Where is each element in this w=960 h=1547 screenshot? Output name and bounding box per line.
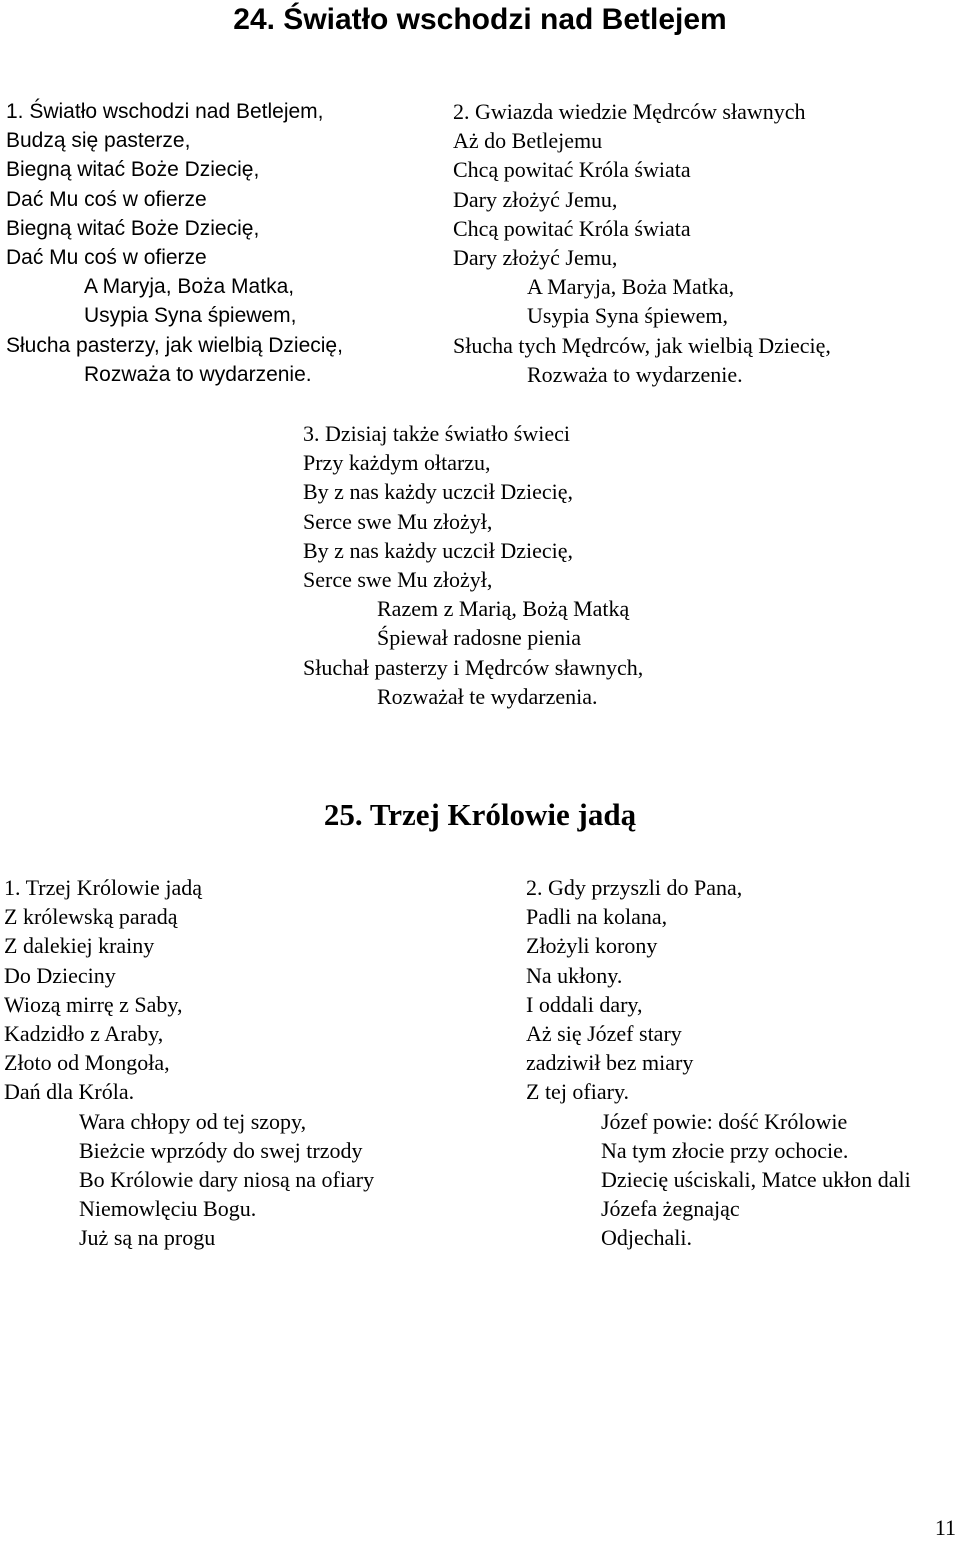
verse-line: Słucha tych Mędrców, jak wielbią Dziecię, bbox=[453, 332, 831, 358]
verse-line: Z dalekiej krainy bbox=[4, 933, 155, 959]
verse-line: 2. Gwiazda wiedzie Mędrców sławnych bbox=[453, 99, 806, 124]
verse-line: Dary złożyć Jemu, bbox=[453, 244, 618, 270]
verse-line: Chcą powitać Króla świata bbox=[453, 215, 691, 241]
verse-line: Dary złożyć Jemu, bbox=[453, 186, 618, 212]
verse-line-indented: Na tym złocie przy ochocie. bbox=[601, 1137, 849, 1163]
verse-line-indented: Śpiewał radosne pienia bbox=[377, 625, 582, 651]
verse-line: 2. Gdy przyszli do Pana, bbox=[526, 875, 743, 900]
verse-line: Do Dzieciny bbox=[4, 962, 116, 988]
verse-line: By z nas każdy uczcił Dziecię, bbox=[303, 537, 573, 563]
verse-line: Złożyli korony bbox=[526, 933, 658, 959]
verse-line: Dać Mu coś w ofierze bbox=[6, 245, 207, 269]
verse-line: zadziwił bez miary bbox=[526, 1050, 694, 1076]
verse-line-indented: Rozważa to wydarzenie. bbox=[527, 361, 743, 387]
verse-line: Aż do Betlejemu bbox=[453, 128, 603, 154]
song-24-verse-2 bbox=[453, 97, 831, 389]
verse-line-indented: Dziecię uściskali, Matce ukłon dali bbox=[601, 1166, 911, 1192]
verse-line: Padli na kolana, bbox=[526, 904, 668, 930]
verse-line: Słuchał pasterzy i Mędrców sławnych, bbox=[303, 654, 644, 680]
verse-line-indented: Razem z Marią, Bożą Matką bbox=[377, 596, 630, 622]
verse-line-indented: Rozważa to wydarzenie. bbox=[84, 362, 312, 386]
song-25-verse-1 bbox=[4, 873, 374, 1252]
verse-line: I oddali dary, bbox=[526, 991, 643, 1017]
verse-line-indented: Józef powie: dość Królowie bbox=[601, 1108, 848, 1134]
verse-line-indented: Rozważał te wydarzenia. bbox=[377, 683, 598, 709]
verse-line: Aż się Józef stary bbox=[526, 1020, 682, 1046]
verse-line: Na ukłony. bbox=[526, 962, 623, 988]
verse-line: Chcą powitać Króla świata bbox=[453, 157, 691, 183]
verse-line: By z nas każdy uczcił Dziecię, bbox=[303, 479, 573, 505]
verse-line-indented: Usypia Syna śpiewem, bbox=[84, 304, 297, 328]
verse-line: Serce swe Mu złożył, bbox=[303, 508, 493, 534]
verse-line: Dań dla Króla. bbox=[4, 1079, 135, 1105]
song-25-verse-2 bbox=[526, 873, 911, 1252]
song-25-title: 25. Trzej Królowie jadą bbox=[323, 797, 637, 832]
verse-line: Kadzidło z Araby, bbox=[4, 1020, 164, 1046]
verse-line-indented: Niemowlęciu Bogu. bbox=[79, 1196, 257, 1222]
verse-line-indented: Usypia Syna śpiewem, bbox=[527, 303, 729, 329]
verse-line-indented: A Maryja, Boża Matka, bbox=[84, 275, 295, 299]
verse-line: 1. Światło wschodzi nad Betlejem, bbox=[6, 100, 324, 123]
verse-line-indented: Józefa żegnając bbox=[601, 1196, 740, 1222]
verse-line: Serce swe Mu złożył, bbox=[303, 566, 493, 592]
verse-line: Budzą się pasterze, bbox=[6, 129, 191, 153]
verse-line: Z królewską paradą bbox=[4, 904, 178, 930]
verse-line: Wiozą mirrę z Saby, bbox=[4, 991, 183, 1017]
verse-line: Z tej ofiary. bbox=[526, 1079, 630, 1105]
page-number: 11 bbox=[934, 1515, 956, 1540]
verse-line-indented: A Maryja, Boża Matka, bbox=[527, 274, 735, 300]
verse-line: Biegną witać Boże Dziecię, bbox=[6, 158, 260, 182]
song-24-verse-1 bbox=[6, 97, 343, 389]
verse-line-indented: Wara chłopy od tej szopy, bbox=[79, 1108, 307, 1134]
verse-line-indented: Bo Królowie dary niosą na ofiary bbox=[79, 1166, 375, 1192]
verse-line: Przy każdym ołtarzu, bbox=[303, 450, 491, 476]
verse-line: Złoto od Mongoła, bbox=[4, 1050, 170, 1076]
verse-line: Słucha pasterzy, jak wielbią Dziecię, bbox=[6, 333, 343, 357]
song-24-title: 24. Światło wschodzi nad Betlejem bbox=[233, 3, 727, 36]
verse-line-indented: Już są na progu bbox=[79, 1225, 216, 1251]
verse-line-indented: Bieżcie wprzódy do swej trzody bbox=[79, 1137, 363, 1163]
verse-line: 1. Trzej Królowie jadą bbox=[4, 875, 202, 900]
verse-line: Biegną witać Boże Dziecię, bbox=[6, 216, 260, 240]
verse-line: 3. Dzisiaj także światło świeci bbox=[303, 421, 570, 446]
song-24-verse-3 bbox=[303, 419, 643, 711]
verse-line-indented: Odjechali. bbox=[601, 1225, 693, 1251]
verse-line: Dać Mu coś w ofierze bbox=[6, 187, 207, 211]
